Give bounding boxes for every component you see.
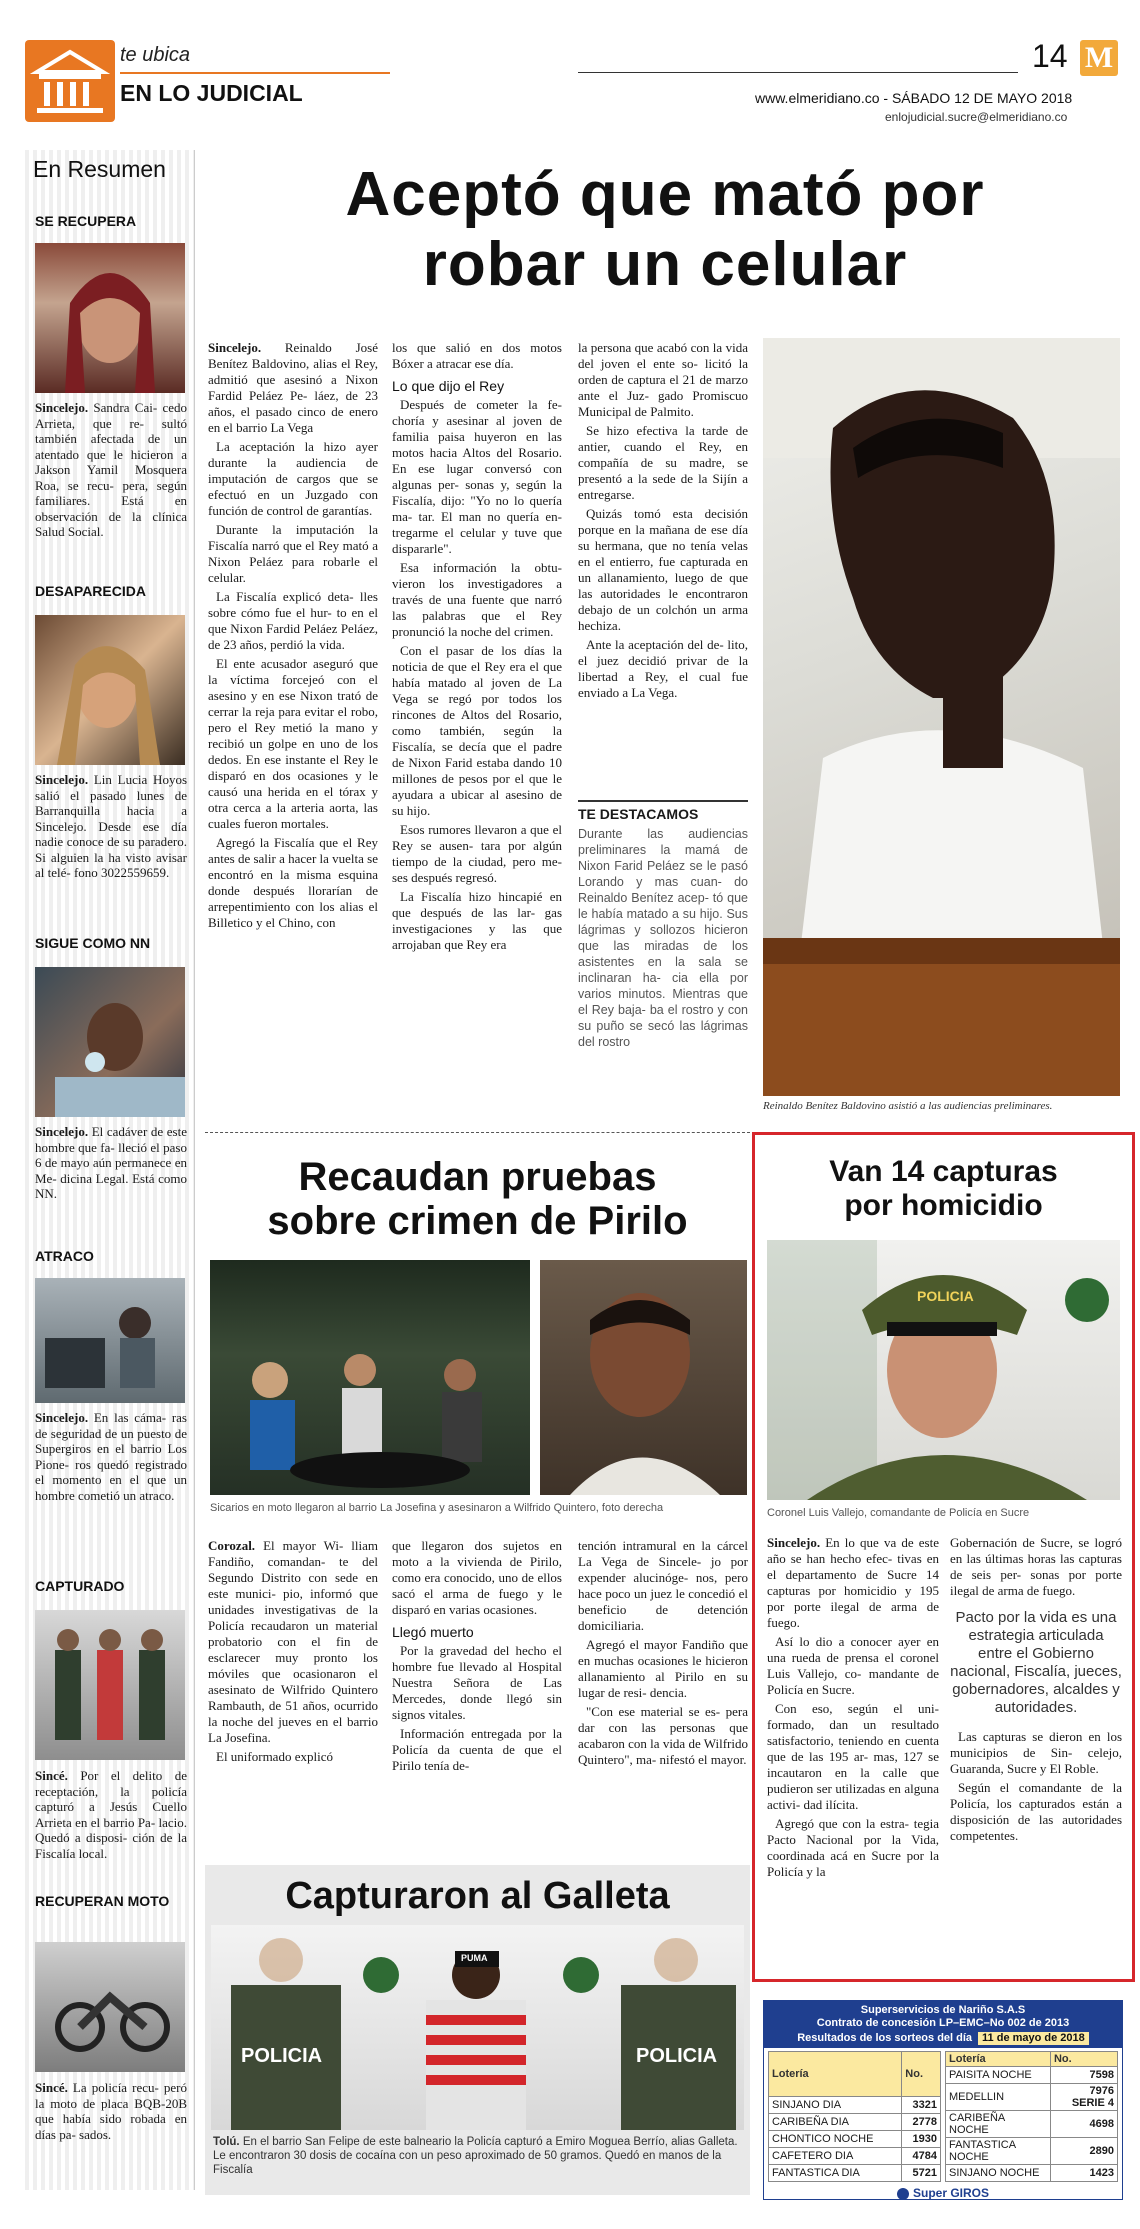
- sidebar-text-3: Sincelejo. El cadáver de este hombre que fa- lleció el paso 6 de mayo aún permanece en Me- dicina Legal. Está como NN.: [35, 1124, 187, 1201]
- main-photo-caption: Reinaldo Benítez Baldovino asistió a las audiencias preliminares.: [763, 1100, 1053, 1112]
- pirilo-photo-victim: [540, 1260, 747, 1495]
- section-email: enlojudicial.sucre@elmeridiano.co: [885, 110, 1068, 124]
- pirilo-col-3: tención intramural en la cárcel La Vega de Sincele- jo por expender alucinóge- nos, pero hace poco un juez le concedió el beneficio de detención domiciliaria. Agregó el mayor Fandiño que en muchas ocasiones le hicieron allanamiento al Pirilo en su lugar de resi- dencia. "Con ese material se es- pera dar con las personas que acabaron con la vida de Wilfrido Quintero", ma- nifestó el mayor.: [578, 1538, 748, 1767]
- header-rule-right: [578, 72, 1018, 73]
- sidebar-photo-motorcycle: [35, 1942, 185, 2072]
- table-row: FANTASTICA DIA 5721: [769, 2165, 941, 2182]
- galleta-caption: Tolú. En el barrio San Felipe de este balneario la Policía capturó a Emiro Moguea Berrío, alias Galleta. Le encontraron 30 dosis de cocaína con un peso aproximado de 50 gramos. Quedó en manos de la Fiscalía: [213, 2136, 738, 2176]
- destacamos-title: TE DESTACAMOS: [578, 806, 699, 822]
- sidebar-text-2: Sincelejo. Lin Lucia Hoyos salió el pasado lunes de Barranquilla hacia a Sincelejo. Desde ese día nadie conoce de su paradero. Si alguien la ha visto avisar al telé- fono 3022559659.: [35, 772, 187, 880]
- main-col-1: Sincelejo. Reinaldo José Benítez Baldovino, alias el Rey, admitió que asesinó a Nixon Fardid Peláez Pe- láez, de 23 años, el pasado cinco de enero en el barrio La Vega La aceptación la hizo ayer durante la audiencia de imputación de cargos que se efectuó en un Juzgado con función de control de garantías. Durante la imputación la Fiscalía narró que el Rey mató a Nixon Peláez para robarle el celular. La Fiscalía explicó deta- lles sobre cómo fue el hur- to en el que Nixon Fardid Peláez Peláez, de 23 años, perdió la vida. El ente acusador aseguró que la víctima forcejeó con el asesino y en ese Nixon trató de cerrar la reja para evitar el robo, pero el Rey metió la mano y recibió un golpe en uno de los dedos. En ese instante el Rey le disparó en dos ocasiones y le causó una herida en el tórax y otra cerca a la arteria aorta, las cuales fueron mortales. Agregó la Fiscalía que el Rey antes de salir a hacer la vuelta se encontró en la misma esquina donde después llorarían de arrepentimiento con los alias el Billetico y el Chino, con: [208, 340, 378, 930]
- galleta-photo: [211, 1925, 744, 2130]
- pirilo-headline: Recaudan pruebas sobre crimen de Pirilo: [267, 1155, 688, 1243]
- pirilo-col-2: que llegaron dos sujetos en moto a la vivienda de Pirilo, como era conocido, uno de ellos sacó el arma de fuego y le disparó en varias ocasiones. Llegó muerto Por la gravedad del hecho el hombre fue llevado al Hospital Nuestra Señora de Las Mercedes, donde llegó sin signos vitales. Información entregada por la Policía da cuenta de que el Pirilo tenía de-: [392, 1538, 562, 1773]
- sidebar-text-4: Sincelejo. En las cáma- ras de seguridad de un puesto de Supergiros en el barrio Los Pione- ros quedó registrado el momento en el que un hombre cometió un atraco.: [35, 1410, 187, 1503]
- sidebar-text-6: Sincé. La policía recu- peró la moto de placa BQB-20B que había sido robada en días pa- sados.: [35, 2080, 187, 2142]
- sidebar-text-1: Sincelejo. Sandra Cai- cedo Arrieta, que re- sultó también afectada de un atentado que le hicieron a Jakson Yamil Mosquera Roa, se recu- pera, según familiares. Está en observación de la clínica Salud Social.: [35, 400, 187, 539]
- sidebar-photo-woman: [35, 243, 185, 393]
- main-col-3: la persona que acabó con la vida del joven el ente so- licitó la orden de captura el 21 de marzo ante el Juz- gado Promiscuo Municipal de Palmito. Se hizo efectiva la tarde de antier, cuando el Rey, en compañía de su madre, se presentó a la sede de la Sijín a entregarse. Quizás tomó esta decisión porque en la mañana de ese día su hermana, que no tenía velas en el entierro, fue capturada en un allanamiento, luego de que las autoridades le encontraron debajo de un colchón un arma hechiza. Ante la aceptación del de- lito, el juez decidió privar de la libertad a Rey, el cual fue enviado a La Vega.: [578, 340, 748, 700]
- site-date: www.elmeridiano.co - SÁBADO 12 DE MAYO 2018: [755, 90, 1073, 106]
- lottery-header: Superservicios de Nariño S.A.S Contrato de concesión LP–EMC–No 002 de 2013 Resultados de los sorteos del día 11 de mayo de 2018: [764, 2001, 1122, 2048]
- header-rule: [120, 72, 390, 74]
- lottery-box: [763, 2000, 1123, 2200]
- table-row: CARIBEÑA DIA 2778: [769, 2114, 941, 2131]
- capturas-pullquote: Pacto por la vida es una estrategia articulada entre el Gobierno nacional, Fiscalía, jueces, gobernadores, alcaldes y autoridades.: [950, 1609, 1122, 1716]
- page-number: 14: [1032, 38, 1068, 74]
- main-photo-suspect: [763, 338, 1120, 1096]
- section-kicker: te ubica: [120, 44, 191, 66]
- lottery-results-label: Resultados de los sorteos del día: [797, 2032, 973, 2044]
- destacamos-box: [578, 800, 748, 1050]
- sidebar-head-atraco: ATRACO: [35, 1248, 94, 1264]
- table-row: PAISITA NOCHE 7598: [946, 2067, 1118, 2084]
- table-row: CARIBEÑA NOCHE 4698: [946, 2111, 1118, 2138]
- table-row: MEDELLIN 7976 SERIE 4: [946, 2084, 1118, 2111]
- paper-logo: M: [1080, 40, 1118, 76]
- capturas-col-1: Sincelejo. En lo que va de este año se han hecho efec- tivas en el departamento de Sucre 14 capturas por homicidio y 195 por porte ilegal de arma de fuego. Así lo dio a conocer ayer en una rueda de prensa el coronel Luis Vallejo, co- mandante de Policía en Sucre. Con eso, según el uni- formado, dan un resultado satisfactorio, teniendo en cuenta que de las 195 ar- mas, 127 se incautaron en la calle que pudieron ser utilizadas en alguna activi- dad ilícita. Agregó que con la estra- tegia Pacto Nacional por la Vida, coordinada acá en Sucre por la Policía y la: [767, 1535, 939, 1879]
- galleta-box: [205, 1865, 750, 2195]
- sidebar-photo-missing-woman: [35, 615, 185, 765]
- main-col-2: los que salió en dos motos Bóxer a atracar ese día. Lo que dijo el Rey Después de cometer la fe- choría y asesinar al joven de familia paisa huyeron en las motos hacia Altos del Rosario. En ese lugar conversó con algunas per- sonas y, según la Fiscalía, dijo: "Yo no lo quería ma- tar. El man no quería en- tregarme el celular y tuve que dispararle". Esa información la obtu- vieron los investigadores a través de una fuente que narró las palabras que el Rey pronunció la noche del crimen. Con el pasar de los días la noticia de que el Rey era el que había matado al joven de La Vega se regó por todos los rincones de Altos del Rosario, como también, según la Fiscalía, se decía que el padre de Nixon Farid estaba dando 10 millones de pesos por el que le ayudara a ubicar al asesino de su hijo. Esos rumores llevaron a que el Rey se ausen- tara por algún tiempo de la ciudad, pero me- ses después regresó. La Fiscalía hizo hincapié en que después de las lar- gas investigaciones y las que arrojaban que Rey era: [392, 340, 562, 952]
- sidebar-photo-robbery-camera: [35, 1278, 185, 1403]
- section-logo-icon: [25, 40, 115, 122]
- sidebar-head-sigue-como-nn: SIGUE COMO NN: [35, 935, 151, 951]
- capturas-photo-colonel: [767, 1240, 1120, 1500]
- sidebar-head-se-recupera: SE RECUPERA: [35, 213, 137, 229]
- table-row: FANTASTICA NOCHE 2890: [946, 2138, 1118, 2165]
- divider-main: [205, 1132, 750, 1133]
- sidebar-head-desaparecida: DESAPARECIDA: [35, 583, 146, 599]
- sidebar-head-recuperan-moto: RECUPERAN MOTO: [35, 1893, 170, 1909]
- pirilo-col-1: Corozal. El mayor Wi- lliam Fandiño, comandan- te del Segundo Distrito con sede en este munici- pio, informó que unidades investigativas de la Policía recaudaron un material probatorio con el fin de esclarecer muy pronto los móviles que ocasionaron el asesinato de Wilfrido Quintero Rambauth, de 51 años, ocurrido la noche del jueves en el barrio La Josefina. El uniformado explicó: [208, 1538, 378, 1764]
- supergiros-icon: [897, 2188, 909, 2200]
- lottery-table-right: Lotería No. PAISITA NOCHE 7598 MEDELLIN 7976 SERIE 4 CARIBEÑA NOCHE 4698 FANTASTICA NOCHE 2890 SINJANO NOCHE 1423: [945, 2051, 1118, 2182]
- capturas-photo-caption: Coronel Luis Vallejo, comandante de Policía en Sucre: [767, 1507, 1030, 1519]
- sidebar-head-capturado: CAPTURADO: [35, 1578, 125, 1594]
- subhead-lo-que-dijo: Lo que dijo el Rey: [392, 378, 505, 394]
- section-title: EN LO JUDICIAL: [120, 80, 303, 106]
- galleta-vest-text-right: POLICIA: [636, 2045, 718, 2067]
- capturas-headline: Van 14 capturas por homicidio: [829, 1155, 1058, 1222]
- sidebar-photo-deceased: [35, 967, 185, 1117]
- lottery-table-left: Lotería No. SINJANO DIA 3321 CARIBEÑA DIA 2778 CHONTICO NOCHE 1930 CAFETERO DIA 4784 FANTASTICA DIA 5721: [768, 2051, 941, 2182]
- sidebar-text-5: Sincé. Por el delito de receptación, la policía capturó a Jesús Cuello Arrieta en el barrio Pa- lacio. Quedó a disposi- ción de la Fiscalía local.: [35, 1768, 187, 1861]
- table-row: SINJANO NOCHE 1423: [946, 2165, 1118, 2182]
- sidebar-photo-arrest: [35, 1610, 185, 1760]
- table-row: SINJANO DIA 3321: [769, 2097, 941, 2114]
- galleta-vest-text-left: POLICIA: [241, 2045, 323, 2067]
- supergiros-logo: Super GIROS: [764, 2186, 1122, 2200]
- colonel-hat-text: POLICIA: [917, 1288, 974, 1304]
- destacamos-text: Durante las audiencias preliminares la mamá de Nixon Farid Peláez se le pasó Lorando y mas cuan- do Reinaldo Benítez acep- tó que le había matado a su hijo. Sus lágrimas y sollozos hicieron que las miradas de los asistentes en la sala se inclinaran ha- cia ella por varios minutos. Mientras que el Rey baja- ba el rostro y con su puño se secó las lágrimas del rostro: [578, 827, 748, 1049]
- galleta-cap-text: PUMA: [461, 1953, 488, 1963]
- galleta-headline: Capturaron al Galleta: [285, 1875, 670, 1917]
- main-headline: Aceptó que mató por robar un celular: [345, 160, 985, 299]
- subhead-llego-muerto: Llegó muerto: [392, 1624, 474, 1640]
- table-row: CHONTICO NOCHE 1930: [769, 2131, 941, 2148]
- table-row: CAFETERO DIA 4784: [769, 2148, 941, 2165]
- sidebar-title: En Resumen: [33, 156, 166, 182]
- capturas-col-2: Gobernación de Sucre, se logró en las últimas horas las capturas de seis per- sonas por porte ilegal de arma de fuego. Pacto por la vida es una estrategia articulada entre el Gobierno nacional, Fiscalía, jueces, gobernadores, alcaldes y autoridades. Las capturas se dieron en los municipios de Sin- celejo, Guaranda, Sucre y El Roble. Según el comandante de la Policía, los capturados están a disposición de las autoridades competentes.: [950, 1535, 1122, 1843]
- capturas-box: [752, 1132, 1135, 1982]
- pirilo-photo-crowd: [210, 1260, 530, 1495]
- pirilo-photo-caption: Sicarios en moto llegaron al barrio La Josefina y asesinaron a Wilfrido Quintero, foto derecha: [210, 1502, 664, 1514]
- lottery-results-date: 11 de mayo de 2018: [978, 2032, 1089, 2045]
